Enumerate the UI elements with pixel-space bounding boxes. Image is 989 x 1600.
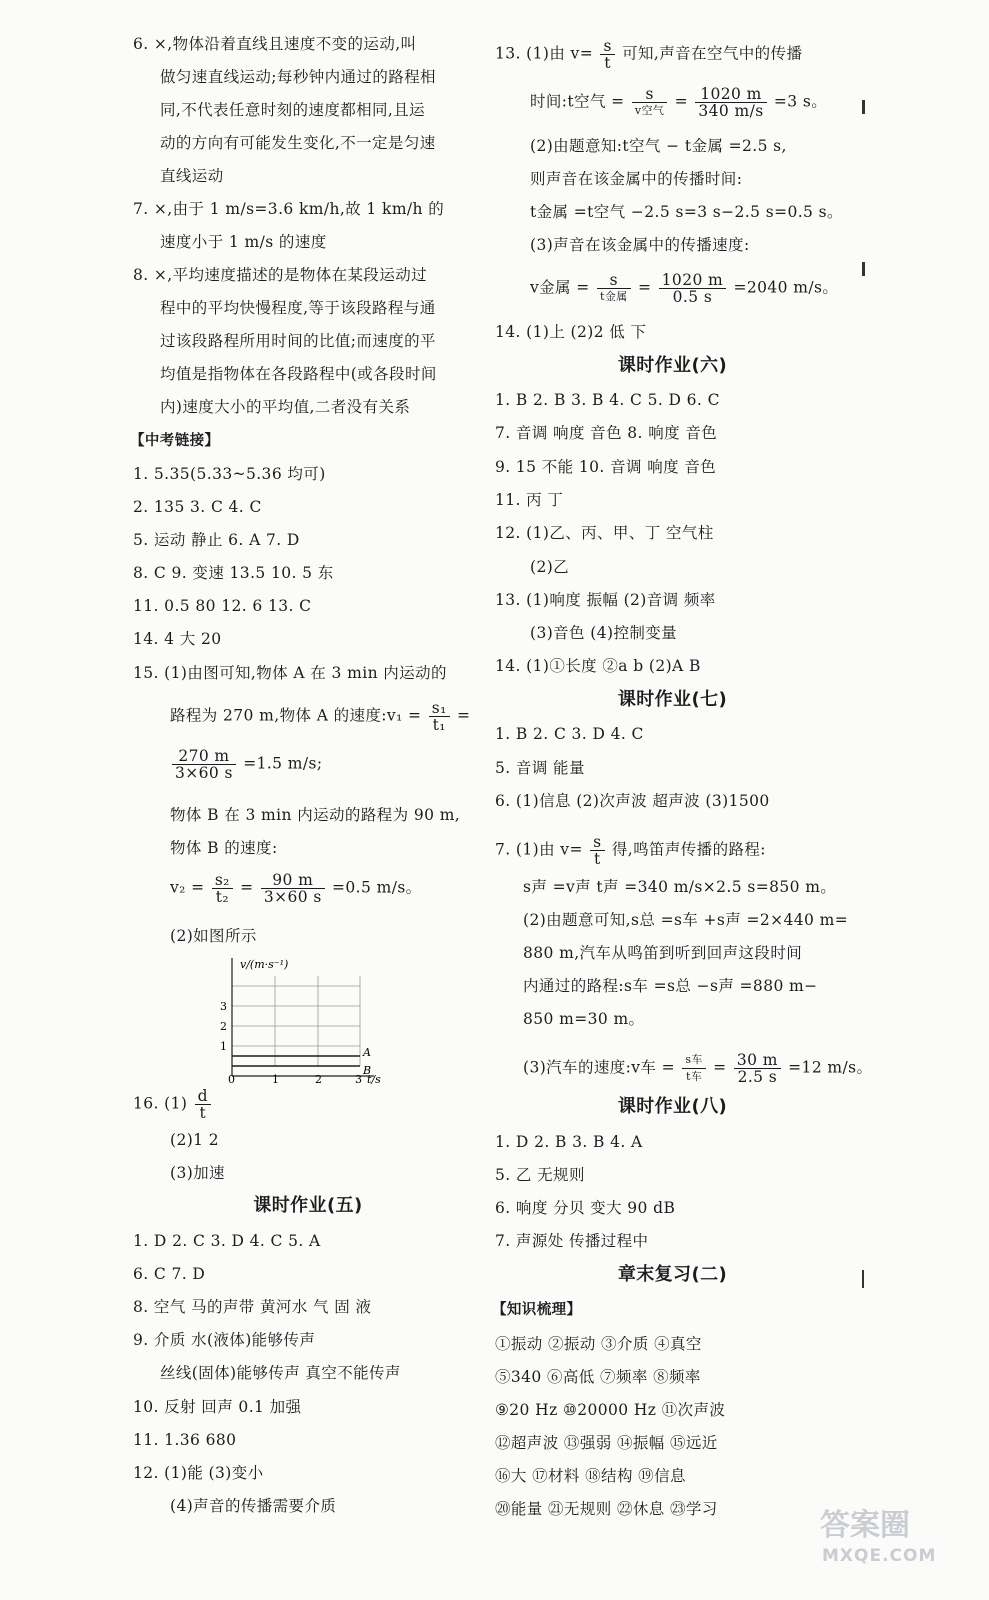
y-axis-label: v/(m·s⁻¹): [240, 958, 289, 971]
answer-line: ⑫超声波 ⑬强弱 ⑭振幅 ⑮远近: [495, 1434, 718, 1452]
text-line: 7. ×,由于 1 m/s=3.6 km/h,故 1 km/h 的: [133, 200, 445, 218]
answer-line: 5. 乙 无规则: [495, 1166, 585, 1184]
answer-line: 5. 音调 能量: [495, 759, 585, 777]
answer-line: 6. 响度 分贝 变大 90 dB: [495, 1199, 676, 1217]
section-title: 课时作业(五): [253, 1195, 363, 1216]
answer-line: 1. B 2. C 3. D 4. C: [495, 725, 644, 743]
text-line: 做匀速直线运动;每秒钟内通过的路程相: [160, 68, 436, 86]
edge-fragment: [862, 100, 873, 114]
answer-line: 1. B 2. B 3. B 4. C 5. D 6. C: [495, 391, 720, 409]
watermark-logo: 答案圈: [820, 1508, 910, 1543]
text-line: 程中的平均快慢程度,等于该段路程与通: [160, 299, 436, 317]
answer-line: 丝线(固体)能够传声 真空不能传声: [160, 1364, 401, 1382]
tick-x-1: 1: [272, 1073, 279, 1084]
formula-line: (3)汽车的速度:v车 = $\frac{\text{s车}}{\text{t车}}$ = $\frac{30 m}{2.5 s}$ =12 m/s。: [523, 1051, 873, 1086]
answer-line: 6. (1)信息 (2)次声波 超声波 (3)1500: [495, 792, 770, 810]
answer-line: 9. 15 不能 10. 音调 响度 音色: [495, 458, 717, 476]
text-line: 均值是指物体在各段路程中(或各段时间: [160, 365, 437, 383]
answer-line: 11. 丙 丁: [495, 491, 564, 509]
tick-x-3: 3: [355, 1073, 362, 1084]
text-line: 15. (1)由图可知,物体 A 在 3 min 内运动的: [133, 664, 447, 682]
answer-line: 1. D 2. B 3. B 4. A: [495, 1133, 643, 1151]
text-line: s声 =v声 t声 =340 m/s×2.5 s=850 m。: [523, 878, 837, 896]
section-title: 课时作业(八): [617, 1096, 728, 1117]
answer-line: 5. 运动 静止 6. A 7. D: [133, 531, 300, 549]
answer-line: (3)音色 (4)控制变量: [530, 624, 678, 642]
text-line: 则声音在该金属中的传播时间:: [530, 170, 743, 188]
answer-line: (2)乙: [530, 558, 570, 576]
text-line: 850 m=30 m。: [523, 1010, 645, 1028]
answer-line: 14. 4 大 20: [133, 630, 222, 648]
text-line: 物体 B 的速度:: [170, 839, 278, 857]
text-line: 8. ×,平均速度描述的是物体在某段运动过: [133, 266, 428, 284]
text-line: 物体 B 在 3 min 内运动的路程为 90 m,: [170, 806, 461, 824]
answer-line: 2. 135 3. C 4. C: [133, 498, 262, 516]
x-axis-label: t/s: [367, 1073, 381, 1084]
section-title: 课时作业(七): [617, 689, 728, 710]
text-line: 6. ×,物体沿着直线且速度不变的运动,叫: [133, 35, 417, 53]
label-b: B: [363, 1064, 372, 1077]
answer-line: 13. (1)响度 振幅 (2)音调 频率: [495, 591, 716, 609]
answer-line: ①振动 ②振动 ③介质 ④真空: [495, 1335, 702, 1353]
watermark-url: MXQE.COM: [822, 1546, 937, 1566]
tick-y-2: 2: [220, 1020, 227, 1033]
answer-line: 7. 声源处 传播过程中: [495, 1232, 649, 1250]
answer-line: ⑨20 Hz ⑩20000 Hz ⑪次声波: [495, 1401, 726, 1419]
section-title: 章末复习(二): [617, 1264, 728, 1285]
text-line: 880 m,汽车从鸣笛到听到回声这段时间: [523, 944, 803, 962]
text-line: 动的方向有可能发生变化,不一定是匀速: [160, 134, 436, 152]
answer-line: (3)加速: [170, 1164, 225, 1182]
formula-line: 时间:t空气 = $\frac{s}{\text{v空气}}$ = $\frac{1020 m}{340 m/s}$ =3 s。: [530, 85, 828, 120]
formula-line: $\frac{270 m}{3\times 60 s}$ =1.5 m/s;: [170, 748, 322, 781]
answer-line: 9. 介质 水(液体)能够传声: [133, 1331, 316, 1349]
section-header: 【中考链接】: [130, 433, 220, 449]
answer-line: 6. C 7. D: [133, 1265, 206, 1283]
answer-line: 1. 5.35(5.33~5.36 均可): [133, 465, 326, 483]
text-line: 速度小于 1 m/s 的速度: [160, 233, 327, 251]
text-line: 内通过的路程:s车 =s总 −s声 =880 m−: [523, 977, 818, 995]
section-header: 【知识梳理】: [492, 1302, 582, 1318]
formula-line: 13. (1)由 v= $\frac{s}{t}$ 可知,声音在空气中的传播: [495, 37, 803, 72]
text-line: 过该段路程所用时间的比值;而速度的平: [160, 332, 436, 350]
edge-fragment: [862, 262, 873, 276]
answer-line: 11. 1.36 680: [133, 1431, 237, 1449]
section-title: 课时作业(六): [617, 355, 728, 376]
grid: [232, 976, 360, 1066]
tick-x-2: 2: [315, 1073, 322, 1084]
tick-x-0: 0: [228, 1073, 235, 1084]
text-line: (3)声音在该金属中的传播速度:: [530, 236, 750, 254]
answer-line: 12. (1)能 (3)变小: [133, 1464, 264, 1482]
formula-line: 16. (1) $\frac{d}{t}$: [133, 1088, 213, 1121]
answer-line: 11. 0.5 80 12. 6 13. C: [133, 597, 312, 615]
formula-line: 路程为 270 m,物体 A 的速度:v₁ = $\frac{\text{s₁}}{\text{t₁}}$ =: [170, 699, 471, 734]
formula-line: v金属 = $\frac{s}{\text{t金属}}$ = $\frac{1020 m}{0.5 s}$ =2040 m/s。: [530, 271, 839, 306]
velocity-time-graph: [210, 952, 400, 1084]
label-a: A: [363, 1046, 371, 1059]
formula-line: 7. (1)由 v= $\frac{s}{t}$ 得,鸣笛声传播的路程:: [495, 833, 766, 868]
text-line: (2)如图所示: [170, 927, 257, 945]
answer-line: 8. C 9. 变速 13.5 10. 5 东: [133, 564, 334, 582]
answer-line: ⑳能量 ㉑无规则 ㉒休息 ㉓学习: [495, 1500, 718, 1518]
answer-line: 14. (1)上 (2)2 低 下: [495, 323, 647, 341]
answer-line: 14. (1)①长度 ②a b (2)A B: [495, 657, 701, 675]
text-line: t金属 =t空气 −2.5 s=3 s−2.5 s=0.5 s。: [530, 203, 843, 221]
edge-fragment: [862, 1270, 864, 1288]
formula-line: v₂ = $\frac{\text{s₂}}{\text{t₂}}$ = $\frac{90 m}{3\times 60 s}$ =0.5 m/s。: [170, 871, 422, 906]
text-line: (2)由题意知:t空气 − t金属 =2.5 s,: [530, 137, 787, 155]
text-line: 同,不代表任意时刻的速度都相同,且运: [160, 101, 426, 119]
tick-y-3: 3: [220, 1000, 227, 1013]
tick-y-1: 1: [220, 1040, 227, 1053]
text-line: (2)由题意可知,s总 =s车 +s声 =2×440 m=: [523, 911, 849, 929]
text-line: 内)速度大小的平均值,二者没有关系: [160, 398, 411, 416]
answer-line: 8. 空气 马的声带 黄河水 气 固 液: [133, 1298, 372, 1316]
answer-line: (4)声音的传播需要介质: [170, 1497, 337, 1515]
text-line: 直线运动: [160, 167, 224, 185]
answer-line: ⑯大 ⑰材料 ⑱结构 ⑲信息: [495, 1467, 686, 1485]
answer-line: 10. 反射 回声 0.1 加强: [133, 1398, 302, 1416]
answer-line: 12. (1)乙、丙、甲、丁 空气柱: [495, 524, 714, 542]
answer-line: ⑤340 ⑥高低 ⑦频率 ⑧频率: [495, 1368, 701, 1386]
answer-line: 1. D 2. C 3. D 4. C 5. A: [133, 1232, 321, 1250]
answer-line: (2)1 2: [170, 1131, 220, 1149]
answer-line: 7. 音调 响度 音色 8. 响度 音色: [495, 424, 718, 442]
